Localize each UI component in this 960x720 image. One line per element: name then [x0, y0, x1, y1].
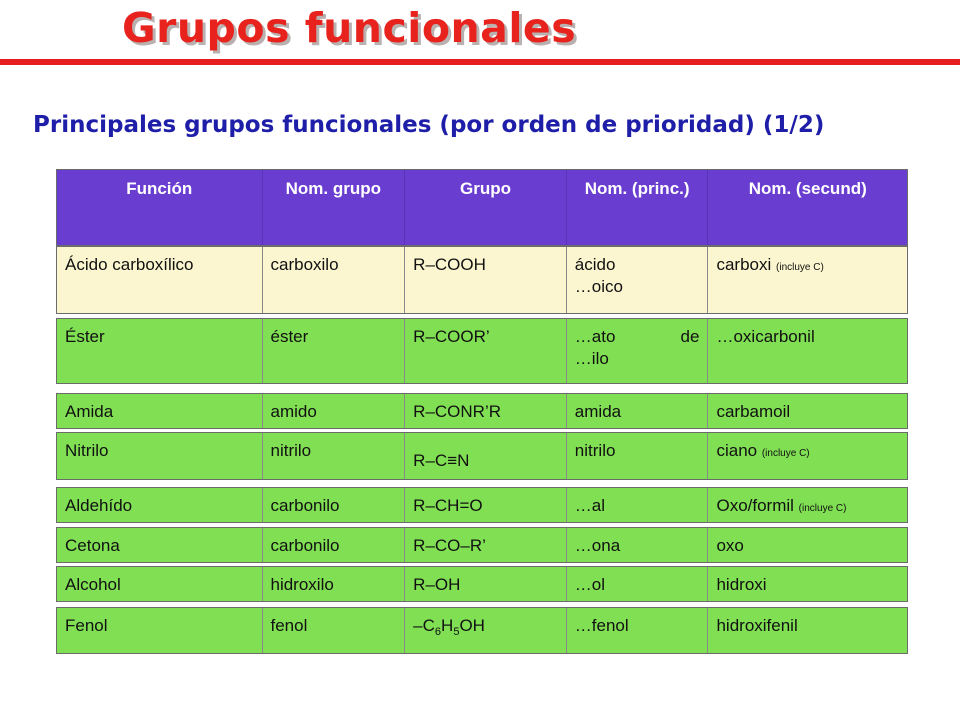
cell-nom-grupo: carbonilo [263, 488, 406, 522]
header-funcion: Función [57, 170, 263, 245]
cell-nom-secund: Oxo/formil (incluye C) [716, 496, 847, 515]
table-row [56, 393, 908, 429]
cell-nom-secund: carboxi (incluye C) [716, 255, 824, 274]
table-row [56, 487, 908, 523]
cell-funcion: Nitrilo [57, 433, 263, 479]
cell-funcion: Alcohol [57, 567, 263, 601]
cell-nom-secund: …oxicarbonil [716, 327, 815, 346]
cell-nom-secund: carbamoil [716, 402, 791, 421]
cell-nom-grupo: carbonilo [263, 528, 406, 562]
cell-grupo: R–C≡N [405, 433, 567, 479]
cell-funcion: Amida [57, 394, 263, 428]
header-nom-princ: Nom. (princ.) [567, 170, 709, 245]
cell-grupo: $-C_6H_5OH$ [405, 608, 567, 653]
cell-grupo: R–COOR’ [405, 319, 567, 383]
cell-funcion: Fenol [57, 608, 263, 653]
cell-nom-secund: oxo [716, 536, 744, 555]
cell-nom-grupo: amido [263, 394, 406, 428]
title-underline [0, 59, 960, 65]
cell-nom-princ: …al [567, 488, 709, 522]
header-grupo: Grupo [405, 170, 567, 245]
cell-nom-princ: ácido …oico [567, 247, 709, 313]
table-row [56, 432, 908, 480]
table-row [56, 527, 908, 563]
header-nom-secund: Nom. (secund) [748, 179, 867, 198]
cell-nom-princ: …ato de …ilo [567, 319, 709, 383]
cell-nom-princ: …fenol [567, 608, 709, 653]
cell-nom-grupo: nitrilo [263, 433, 406, 479]
table-header [56, 169, 908, 246]
table-row [56, 318, 908, 384]
page-title: Grupos funcionales [122, 4, 577, 52]
cell-funcion: Cetona [57, 528, 263, 562]
table-row [56, 246, 908, 314]
page-subtitle: Principales grupos funcionales (por orden de prioridad) (1/2) [33, 112, 825, 138]
cell-nom-princ: …ol [567, 567, 709, 601]
cell-grupo: R–CO–R’ [405, 528, 567, 562]
cell-nom-secund: hidroxi [716, 575, 767, 594]
cell-funcion: Éster [57, 319, 263, 383]
cell-nom-secund: ciano (incluye C) [716, 441, 810, 460]
header-nom-grupo: Nom. grupo [263, 170, 406, 245]
cell-nom-princ: amida [567, 394, 709, 428]
cell-nom-grupo: fenol [263, 608, 406, 653]
cell-grupo: R–OH [405, 567, 567, 601]
cell-grupo: R–COOH [405, 247, 567, 313]
cell-funcion: Ácido carboxílico [57, 247, 263, 313]
cell-nom-grupo: carboxilo [263, 247, 406, 313]
cell-grupo: R–CONR’R [405, 394, 567, 428]
cell-nom-grupo: éster [263, 319, 406, 383]
cell-nom-princ: nitrilo [567, 433, 709, 479]
cell-nom-princ: …ona [567, 528, 709, 562]
cell-nom-grupo: hidroxilo [263, 567, 406, 601]
table-row [56, 607, 908, 654]
table-row [56, 566, 908, 602]
cell-grupo: R–CH=O [405, 488, 567, 522]
cell-nom-secund: hidroxifenil [716, 616, 798, 635]
cell-funcion: Aldehído [57, 488, 263, 522]
